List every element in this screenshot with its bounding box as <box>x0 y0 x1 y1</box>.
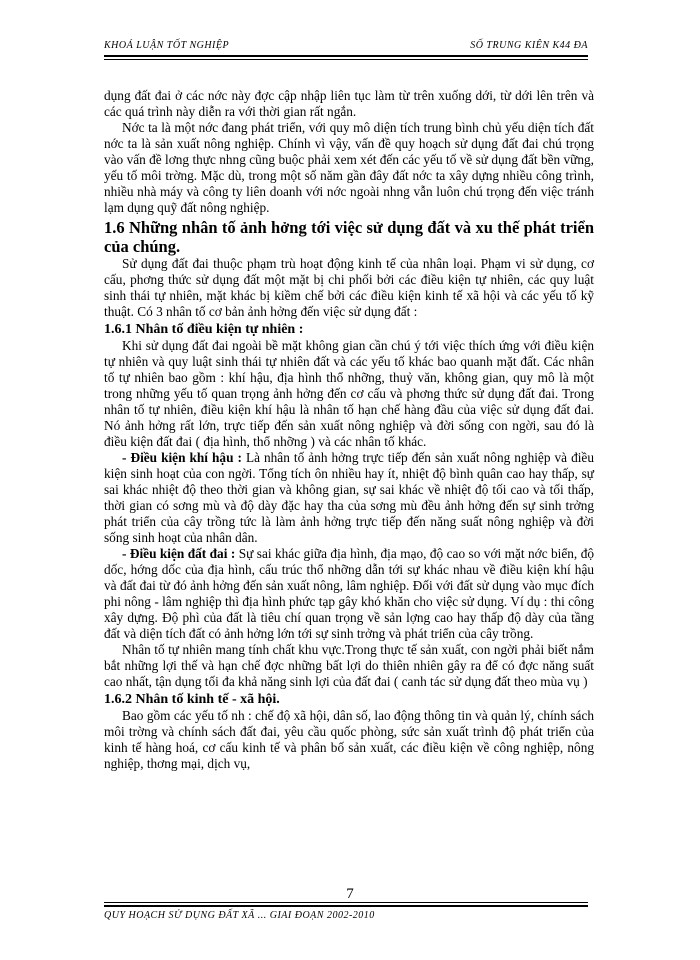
climate-text: Là nhân tố ảnh hởng trực tiếp đến sản xuất nông nghiệp và điều kiện sinh hoạt của con ngời. Tổng tích ôn nhiều hay ít, nhiệt độ bình quân cao hay thấp, sự sai khác nhiệt độ theo thời gian và không gian, sự sai khác về nhiệt độ tối cao và tối thấp, thời gian có sơng mù và độ dày đặc hay tha của sơng mù đều ảnh hởng đến sự sinh trởng phát triển của cây trồng tức là làm ảnh hởng trực tiếp đến năng suất nông nghiệp và đời sống sinh hoạt của nhân dân. <box>104 450 594 545</box>
subsection-heading-1-6-2: 1.6.2 Nhân tố kinh tế - xã hội. <box>104 692 280 707</box>
paragraph-2: Nớc ta là một nớc đang phát triển, với quy mô diện tích trung bình chủ yếu diện tích đất nớc ta là sản xuất nông nghiệp. Chính vì vậy, vấn đề quy hoạch sử dụng đất đai chú trọng vào vấn đề lơng thực nhng cũng buộc phải xem xét đến các yếu tố về sử dụng đất bền vững, yếu tố môi trờng. Mặc dù, trong một số năm gần đây đất nớc ta xây dựng nhiều công trình, nhiều nhà máy và công ty liên doanh với nớc ngoài nhng vẫn luôn chú trọng đến việc tránh lạm dụng quỹ đất nông nghiệp. <box>104 120 594 215</box>
paragraph-1: dụng đất đai ở các nớc này đợc cập nhập liên tục làm từ trên xuống dới, từ dới lên trên và các quá trình này diễn ra với thời gian rất ngắn. <box>104 88 594 119</box>
header-left-text: KHOÁ LUẬN TỐT NGHIỆP <box>104 40 230 51</box>
section-heading-1-6: 1.6 Những nhân tố ảnh hởng tới việc sử dụng đất và xu thế phát triển của chúng. <box>104 218 594 256</box>
footer-rule <box>104 905 588 907</box>
land-text: Sự sai khác giữa địa hình, địa mạo, độ cao so với mặt nớc biển, độ dốc, hớng dốc của địa hình, cấu trúc thổ nhỡng dẫn tới sự khác nhau về điều kiện khí hậu và đất đai từ đó ảnh hởng đến sản xuất nông, lâm nghiệp. Đối với đất sử dụng vào mục đích phi nông - lâm nghiệp thì địa hình phức tạp gây khó khăn cho việc sử dụng. Ví dụ : thi công xây dựng. Độ phì của đất là tiêu chí quan trọng về sản lợng cao hay thấp độ dày của tầng đất và diện tích đất có ảnh hởng lớn tới sự sinh trởng và phát triển của cây trồng. <box>104 546 594 641</box>
header-rule-thin <box>104 59 588 60</box>
footer-rule-thin <box>104 902 588 903</box>
subsection-heading-1-6-1: 1.6.1 Nhân tố điều kiện tự nhiên : <box>104 322 304 337</box>
land-lead: - Điều kiện đất đai : <box>122 546 236 561</box>
paragraph-7: Nhân tố tự nhiên mang tính chất khu vực.Trong thực tế sản xuất, con ngời phải biết nắm bắt những lợi thế và hạn chế đợc những bất lợi do thiên nhiên gây ra để có đợc năng suất cao nhất, tận dụng tối đa khả năng sinh lợi của đất đai ( canh tác sử dụng đất theo mùa vụ ) <box>104 642 594 689</box>
paragraph-4: Khi sử dụng đất đai ngoài bề mặt không gian cần chú ý tới việc thích ứng với điều kiện tự nhiên và quy luật sinh thái tự nhiên đất và các yếu tố khác bao quanh mặt đất. Các nhân tố tự nhiên bao gồm : khí hậu, địa hình thổ nhỡng, thuỷ văn, không gian, quy mô là một trong những yếu tố quan trọng ảnh hởng đến cơ cấu và phơng thức sử dụng đất đai. Trong nhân tố tự nhiên, điều kiện khí hậu là nhân tố hạn chế hàng đầu của việc sử dụng đất đai. Nó ảnh hởng rất lớn, trực tiếp đến sản xuất nông nghiệp và đời sống con ngời, sau đó là điều kiện đất đai ( địa hình, thổ nhỡng ) và các nhân tố khác. <box>104 338 594 449</box>
header-rule <box>104 55 588 57</box>
page-footer <box>104 902 588 922</box>
paragraph-land <box>104 546 594 642</box>
paragraph-climate <box>104 450 594 546</box>
paragraph-8: Bao gồm các yếu tố nh : chế độ xã hội, dân số, lao động thông tin và quản lý, chính sách môi trờng và chính sách đất đai, yêu cầu quốc phòng, sức sản xuất trình độ phát triển của kinh tế hàng hoá, cơ cấu kinh tế và phân bố sản xuất, các điều kiện về công nghiệp, nông nghiệp, thơng mại, dịch vụ, <box>104 708 594 771</box>
footer-left-text: QUY HOẠCH SỬ DỤNG ĐẤT XÃ ... GIAI ĐOẠN 2002-2010 <box>104 910 375 921</box>
paragraph-3: Sử dụng đất đai thuộc phạm trù hoạt động kinh tế của nhân loại. Phạm vi sử dụng, cơ cấu, phơng thức sử dụng đất một mặt bị chi phối bởi các điều kiện tự nhiên, các quy luật sinh thái tự nhiên, mặt khác bị kiềm chế bởi các điều kiện kinh tế xã hội và các yếu tố kỹ thuật. Có 3 nhân tố cơ bản ảnh hởng đến việc sử dụng đất : <box>104 256 594 319</box>
page-content <box>104 88 594 772</box>
page-number: 7 <box>346 886 354 902</box>
header-right-text: SỐ TRUNG KIÊN K44 ĐA <box>470 40 588 51</box>
page-header <box>104 38 588 58</box>
climate-lead: - Điều kiện khí hậu : <box>122 450 242 465</box>
